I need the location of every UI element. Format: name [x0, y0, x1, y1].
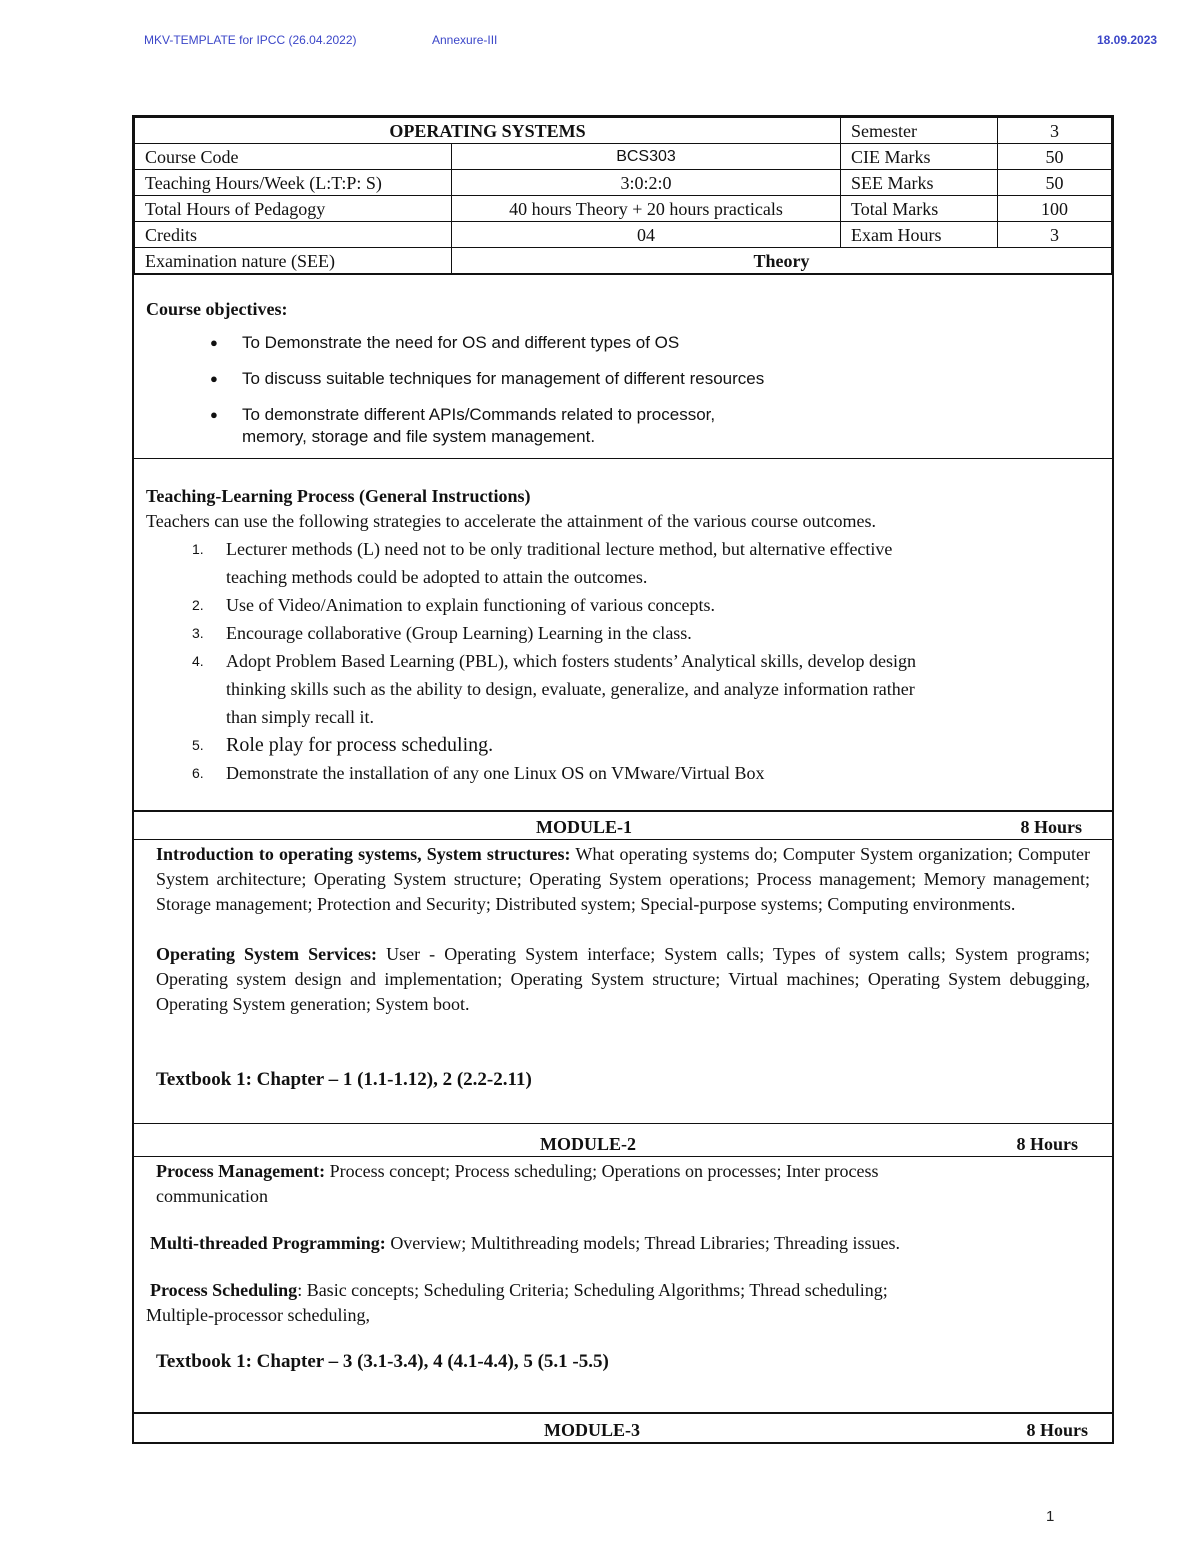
- objective-item: ● To discuss suitable techniques for management of different resources: [212, 368, 1112, 390]
- exam-nature-label: Examination nature (SEE): [135, 248, 452, 274]
- strategy-item: [146, 647, 1112, 731]
- module-2-topic: Process Scheduling: Basic concepts; Scheduling Criteria; Scheduling Algorithms; Thread scheduling; Multiple-processor scheduling,: [146, 1280, 888, 1325]
- objective-text: memory, storage and file system management.: [242, 427, 596, 446]
- strategy-item: [146, 759, 1112, 787]
- strategy-text: Use of Video/Animation to explain functioning of various concepts.: [226, 595, 715, 615]
- strategy-list: [146, 535, 1112, 787]
- strategy-number: 4.: [192, 653, 204, 669]
- module-2-title: MODULE-2: [540, 1134, 636, 1154]
- cie-marks-label: CIE Marks: [841, 144, 998, 170]
- module-3-header: [134, 1418, 1112, 1442]
- module-1-topic: Operating System Services: User - Operating System interface; System calls; Types of system calls; System programs; Operating system design and implementation; Operating System structure; Virtual machines; Operating System debugging, Operating System generation; System boot.: [156, 944, 1090, 1014]
- exam-hours-value: 3: [998, 222, 1112, 248]
- strategy-number: 2.: [192, 597, 204, 613]
- module-2-hours: 8 Hours: [1016, 1134, 1078, 1154]
- course-title: OPERATING SYSTEMS: [135, 118, 841, 144]
- module-2-topic: Multi-threaded Programming: Overview; Multithreading models; Thread Libraries; Threading issues.: [150, 1233, 901, 1253]
- strategy-text: Lecturer methods (L) need not to be only traditional lecture method, but alternative effective: [226, 539, 893, 559]
- module-1-header: [134, 815, 1112, 840]
- strategy-number: 6.: [192, 765, 204, 781]
- teaching-learning-section: [134, 458, 1112, 810]
- module-1: [134, 810, 1112, 1123]
- annexure-label: Annexure-III: [432, 33, 498, 47]
- cie-marks-value: 50: [998, 144, 1112, 170]
- total-marks-label: Total Marks: [841, 196, 998, 222]
- objective-item: [212, 404, 1112, 448]
- strategy-number: 5.: [192, 737, 204, 753]
- strategy-item: [146, 619, 1112, 647]
- module-2: [134, 1123, 1112, 1412]
- course-code-value: BCS303: [452, 144, 841, 170]
- semester-value: 3: [998, 118, 1112, 144]
- module-2-header: [134, 1132, 1112, 1157]
- module-1-title: MODULE-1: [536, 817, 632, 837]
- module-3-hours: 8 Hours: [1026, 1420, 1088, 1440]
- strategy-item: [146, 591, 1112, 619]
- teaching-hours-value: 3:0:2:0: [452, 170, 841, 196]
- strategy-number: 3.: [192, 625, 204, 641]
- module-2-content: [134, 1157, 1112, 1412]
- template-label: MKV-TEMPLATE for IPCC (26.04.2022): [144, 33, 357, 47]
- pedagogy-hours-label: Total Hours of Pedagogy: [135, 196, 452, 222]
- see-marks-label: SEE Marks: [841, 170, 998, 196]
- module-1-hours: 8 Hours: [1020, 817, 1082, 837]
- pedagogy-hours-value: 40 hours Theory + 20 hours practicals: [452, 196, 841, 222]
- page-number: 1: [1046, 1508, 1055, 1525]
- teaching-hours-label: Teaching Hours/Week (L:T:P: S): [135, 170, 452, 196]
- strategy-text: Demonstrate the installation of any one Linux OS on VMware/Virtual Box: [226, 763, 765, 783]
- exam-nature-value: Theory: [452, 248, 1112, 274]
- exam-hours-label: Exam Hours: [841, 222, 998, 248]
- strategy-text: Role play for process scheduling.: [226, 734, 494, 756]
- objectives-heading: Course objectives:: [146, 299, 288, 319]
- course-info-table: [134, 117, 1112, 274]
- strategy-text: thinking skills such as the ability to design, evaluate, generalize, and analyze information rather: [226, 679, 915, 699]
- total-marks-value: 100: [998, 196, 1112, 222]
- syllabus-frame: [132, 115, 1114, 1444]
- semester-label: Semester: [841, 118, 998, 144]
- module-2-topic: Process Management: Process concept; Process scheduling; Operations on processes; Inter process communication: [156, 1161, 879, 1206]
- module-2-textbook: Textbook 1: Chapter – 3 (3.1-3.4), 4 (4.1-4.4), 5 (5.1 -5.5): [156, 1351, 609, 1372]
- strategy-text: teaching methods could be adopted to attain the outcomes.: [226, 567, 648, 587]
- credits-label: Credits: [135, 222, 452, 248]
- module-1-content: [134, 840, 1112, 1123]
- module-3: [134, 1412, 1112, 1442]
- course-code-label: Course Code: [135, 144, 452, 170]
- course-objectives-section: [134, 274, 1112, 458]
- strategy-text: Encourage collaborative (Group Learning) Learning in the class.: [226, 623, 692, 643]
- teaching-intro: Teachers can use the following strategies to accelerate the attainment of the various course outcomes.: [146, 511, 876, 531]
- strategy-item: [146, 731, 1112, 759]
- module-1-textbook: Textbook 1: Chapter – 1 (1.1-1.12), 2 (2.2-2.11): [156, 1069, 532, 1090]
- document-date: 18.09.2023: [1097, 33, 1158, 47]
- module-1-topic: Introduction to operating systems, System structures: What operating systems do; Computer System organization; Computer System architecture; Operating System structure; Operating System operations; Process management; Memory management; Storage management; Protection and Security; Distributed system; Special-purpose systems; Computing environments.: [156, 844, 1091, 914]
- module-3-title: MODULE-3: [544, 1420, 640, 1440]
- credits-value: 04: [452, 222, 841, 248]
- strategy-text: Adopt Problem Based Learning (PBL), which fosters students’ Analytical skills, develop design: [226, 651, 917, 671]
- objectives-list: [146, 332, 1112, 448]
- teaching-heading: Teaching-Learning Process (General Instructions): [146, 486, 531, 506]
- strategy-item: [146, 535, 1112, 591]
- strategy-text: than simply recall it.: [226, 707, 374, 727]
- objective-text: To demonstrate different APIs/Commands related to processor,: [242, 405, 716, 424]
- objective-item: ● To Demonstrate the need for OS and different types of OS: [212, 332, 1112, 354]
- strategy-number: 1.: [192, 541, 204, 557]
- see-marks-value: 50: [998, 170, 1112, 196]
